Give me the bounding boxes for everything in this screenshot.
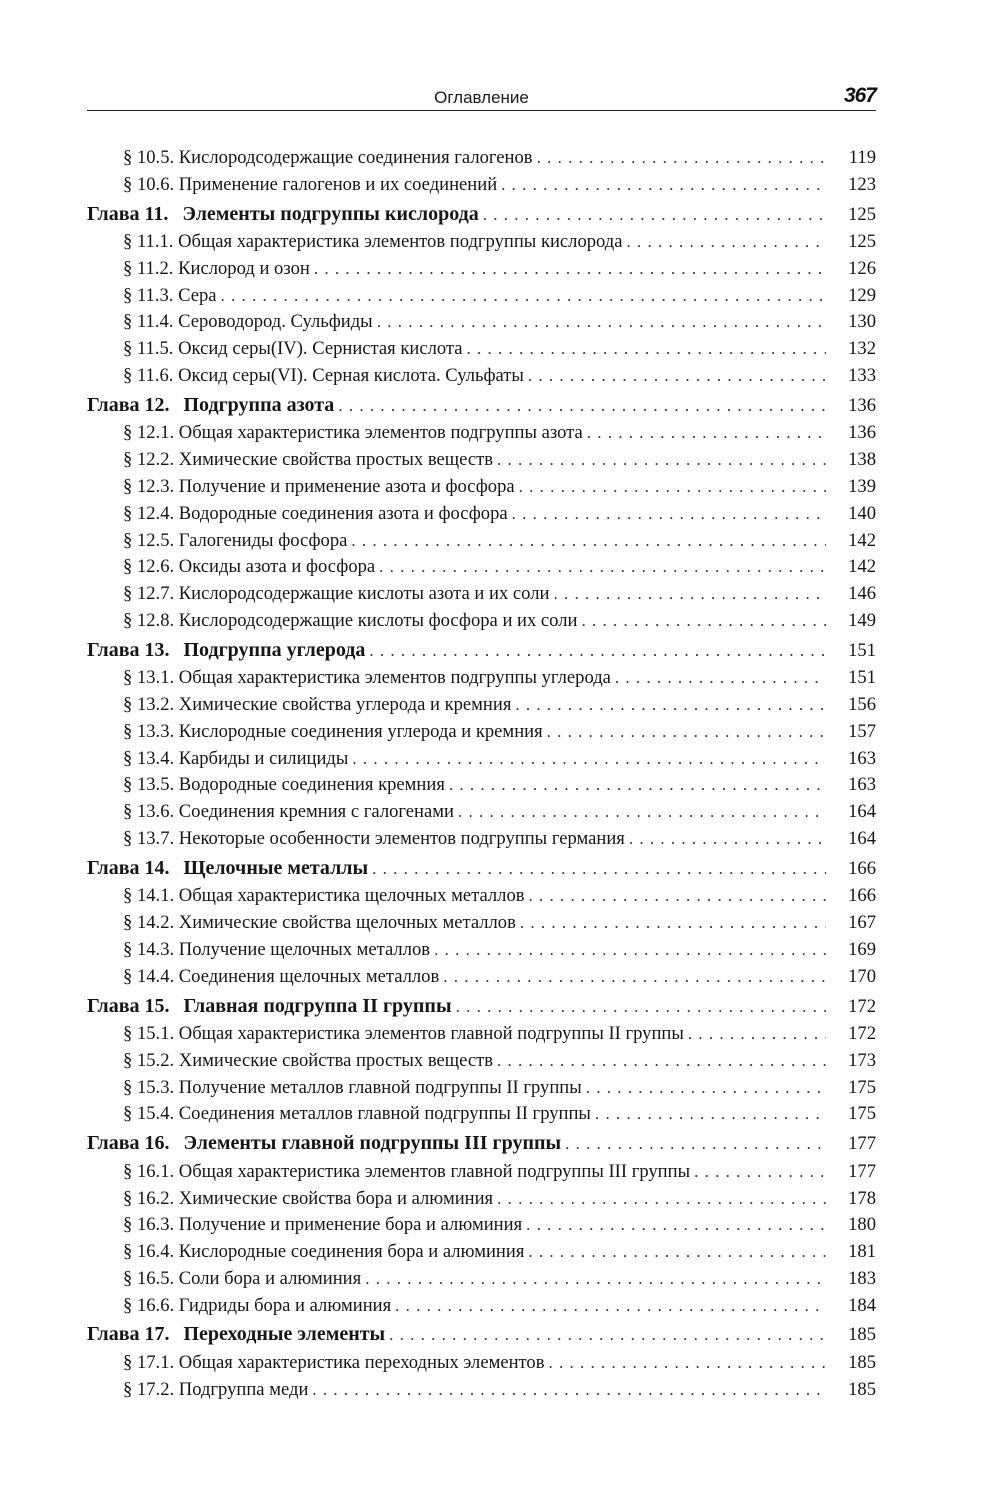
toc-page-number: 172	[848, 995, 876, 1017]
toc-page-number: 185	[848, 1378, 876, 1400]
dot-leader	[515, 692, 826, 719]
section-title: § 17.2. Подгруппа меди	[123, 1378, 309, 1400]
toc-page-number: 125	[848, 203, 876, 225]
dot-leader	[443, 964, 826, 991]
toc-page-number: 130	[848, 311, 876, 333]
section-title: § 13.7. Некоторые особенности элементов подгруппы германия	[123, 828, 625, 850]
chapter-title: Элементы подгруппы кислорода	[182, 202, 479, 225]
toc-page-number: 175	[848, 1076, 876, 1098]
running-header-title: Оглавление	[434, 88, 529, 107]
toc-page-number: 177	[848, 1160, 876, 1182]
chapter-label: Глава 17	[87, 1323, 165, 1346]
toc-section-entry	[87, 581, 876, 608]
section-title: § 12.2. Химические свойства простых веществ	[123, 449, 493, 471]
section-title: § 12.4. Водородные соединения азота и фосфора	[123, 502, 508, 524]
toc-section-entry	[87, 964, 876, 991]
dot-leader	[497, 1186, 826, 1213]
dot-leader	[627, 229, 826, 256]
dot-leader	[497, 1048, 826, 1075]
dot-leader	[312, 1377, 826, 1404]
toc-section-entry	[87, 1293, 876, 1320]
toc-chapter-entry	[87, 390, 876, 421]
running-header	[87, 82, 876, 111]
dot-leader	[549, 1350, 827, 1377]
toc-page-number: 142	[848, 529, 876, 551]
dot-leader	[458, 799, 826, 826]
toc-section-entry	[87, 665, 876, 692]
dot-leader	[221, 283, 826, 310]
toc-page-number: 173	[848, 1049, 876, 1071]
section-title: § 12.5. Галогениды фосфора	[123, 529, 348, 551]
section-title: § 12.8. Кислородсодержащие кислоты фосфора и их соли	[123, 609, 578, 631]
chapter-label-dot: .	[164, 638, 170, 661]
dot-leader	[314, 256, 826, 283]
toc-page-number: 177	[848, 1133, 876, 1155]
dot-leader	[389, 1320, 826, 1351]
toc-page-number: 169	[848, 938, 876, 960]
dot-leader	[467, 336, 826, 363]
section-title: § 11.3. Сера	[123, 284, 217, 306]
dot-leader	[512, 501, 826, 528]
toc-section-entry	[87, 229, 876, 256]
toc-page-number: 126	[848, 257, 876, 279]
dot-leader	[694, 1159, 826, 1186]
toc-section-entry	[87, 1239, 876, 1266]
toc-chapter-entry	[87, 853, 876, 884]
toc-section-entry	[87, 1159, 876, 1186]
toc-page-number: 146	[848, 583, 876, 605]
section-title: § 15.3. Получение металлов главной подгруппы II группы	[123, 1076, 582, 1098]
toc-page-number: 157	[848, 720, 876, 742]
section-title: § 12.1. Общая характеристика элементов подгруппы азота	[123, 422, 583, 444]
toc-section-entry	[87, 420, 876, 447]
toc-page-number: 170	[848, 965, 876, 987]
toc-section-entry	[87, 1021, 876, 1048]
toc-section-entry	[87, 474, 876, 501]
toc-section-entry	[87, 309, 876, 336]
section-title: § 17.1. Общая характеристика переходных элементов	[123, 1351, 545, 1373]
chapter-label: Глава 12	[87, 393, 165, 416]
dot-leader	[483, 200, 826, 231]
dot-leader	[615, 665, 826, 692]
chapter-label: Глава 14	[87, 856, 165, 879]
toc-section-entry	[87, 1350, 876, 1377]
toc-page-number: 138	[848, 449, 876, 471]
dot-leader	[519, 474, 826, 501]
section-title: § 13.2. Химические свойства углерода и кремния	[123, 694, 512, 716]
section-title: § 12.7. Кислородсодержащие кислоты азота и их соли	[123, 583, 550, 605]
section-title: § 16.2. Химические свойства бора и алюминия	[123, 1187, 494, 1209]
toc-page-number: 123	[848, 173, 876, 195]
dot-leader	[434, 937, 826, 964]
dot-leader	[377, 309, 826, 336]
toc-page-number: 132	[848, 338, 876, 360]
toc-section-entry	[87, 528, 876, 555]
dot-leader	[369, 636, 826, 667]
toc-page-number: 178	[848, 1187, 876, 1209]
dot-leader	[586, 1075, 826, 1102]
chapter-label-dot: .	[164, 856, 170, 879]
toc-page-number: 156	[848, 694, 876, 716]
section-title: § 16.1. Общая характеристика элементов главной подгруппы III группы	[123, 1160, 691, 1182]
toc-section-entry	[87, 145, 876, 172]
section-title: § 15.4. Соединения металлов главной подгруппы II группы	[123, 1103, 591, 1125]
toc-page-number: 184	[848, 1294, 876, 1316]
toc-section-entry	[87, 883, 876, 910]
chapter-label: Глава 13	[87, 638, 165, 661]
chapter-label-dot: .	[164, 393, 170, 416]
toc-chapter-entry	[87, 635, 876, 666]
section-title: § 16.4. Кислородные соединения бора и алюминия	[123, 1241, 525, 1263]
dot-leader	[581, 608, 826, 635]
toc-section-entry	[87, 1075, 876, 1102]
toc-section-entry	[87, 336, 876, 363]
toc-chapter-entry	[87, 991, 876, 1022]
section-title: § 15.1. Общая характеристика элементов главной подгруппы II группы	[123, 1023, 684, 1045]
toc-page-number: 125	[848, 231, 876, 253]
chapter-label-dot: .	[164, 1132, 170, 1155]
toc-page-number: 163	[848, 774, 876, 796]
dot-leader	[395, 1293, 826, 1320]
toc-page-number: 133	[848, 365, 876, 387]
dot-leader	[629, 826, 826, 853]
toc-page-number: 142	[848, 556, 876, 578]
section-title: § 13.5. Водородные соединения кремния	[123, 774, 445, 796]
dot-leader	[456, 992, 826, 1023]
toc-section-entry	[87, 447, 876, 474]
toc-page-number: 172	[848, 1023, 876, 1045]
dot-leader	[352, 746, 826, 773]
toc-section-entry	[87, 937, 876, 964]
toc-page-number: 185	[848, 1351, 876, 1373]
dot-leader	[565, 1129, 826, 1160]
section-title: § 11.6. Оксид серы(VI). Серная кислота. Сульфаты	[123, 365, 524, 387]
chapter-label: Глава 11	[87, 202, 164, 225]
toc-section-entry	[87, 826, 876, 853]
toc-section-entry	[87, 910, 876, 937]
dot-leader	[497, 447, 826, 474]
toc-page-number: 167	[848, 912, 876, 934]
dot-leader	[553, 581, 826, 608]
toc-page-number: 175	[848, 1103, 876, 1125]
table-of-contents	[87, 145, 876, 1404]
section-title: § 11.2. Кислород и озон	[123, 257, 310, 279]
section-title: § 14.1. Общая характеристика щелочных металлов	[123, 885, 525, 907]
toc-page-number: 185	[848, 1324, 876, 1346]
page-number: 367	[843, 84, 876, 107]
toc-section-entry	[87, 554, 876, 581]
toc-section-entry	[87, 1101, 876, 1128]
toc-section-entry	[87, 1048, 876, 1075]
dot-leader	[520, 910, 826, 937]
toc-section-entry	[87, 1266, 876, 1293]
toc-chapter-entry	[87, 1319, 876, 1350]
section-title: § 15.2. Химические свойства простых веществ	[123, 1049, 493, 1071]
toc-page-number: 129	[848, 284, 876, 306]
toc-section-entry	[87, 1377, 876, 1404]
dot-leader	[595, 1101, 826, 1128]
section-title: § 10.5. Кислородсодержащие соединения галогенов	[123, 147, 533, 168]
dot-leader	[379, 554, 826, 581]
section-title: § 10.6. Применение галогенов и их соединений	[123, 173, 498, 195]
toc-chapter-entry	[87, 1128, 876, 1159]
chapter-title: Подгруппа азота	[183, 393, 335, 416]
toc-section-entry	[87, 608, 876, 635]
section-title: § 14.3. Получение щелочных металлов	[123, 938, 431, 960]
chapter-title: Подгруппа углерода	[183, 638, 366, 661]
chapter-title: Переходные элементы	[183, 1323, 386, 1346]
section-title: § 16.5. Соли бора и алюминия	[123, 1267, 362, 1289]
toc-page-number: 166	[848, 857, 876, 879]
dot-leader	[528, 1239, 826, 1266]
toc-page-number: 139	[848, 475, 876, 497]
toc-section-entry	[87, 746, 876, 773]
dot-leader	[365, 1266, 826, 1293]
dot-leader	[529, 883, 826, 910]
dot-leader	[526, 1212, 826, 1239]
chapter-title: Элементы главной подгруппы III группы	[183, 1132, 562, 1155]
toc-page-number: 164	[848, 828, 876, 850]
dot-leader	[528, 363, 826, 390]
toc-page-number: 140	[848, 502, 876, 524]
chapter-label-dot: .	[163, 202, 169, 225]
dot-leader	[688, 1021, 826, 1048]
section-title: § 12.6. Оксиды азота и фосфора	[123, 556, 376, 578]
toc-page-number: 149	[848, 609, 876, 631]
section-title: § 14.4. Соединения щелочных металлов	[123, 965, 440, 987]
dot-leader	[547, 719, 826, 746]
toc-section-entry	[87, 1186, 876, 1213]
toc-section-entry	[87, 772, 876, 799]
section-title: § 16.6. Гидриды бора и алюминия	[123, 1294, 392, 1316]
toc-section-entry	[87, 172, 876, 199]
chapter-title: Главная подгруппа II группы	[183, 994, 452, 1017]
section-title: § 11.4. Сероводород. Сульфиды	[123, 311, 373, 333]
toc-page-number: 136	[848, 422, 876, 444]
toc-section-entry	[87, 799, 876, 826]
chapter-label-dot: .	[164, 994, 170, 1017]
toc-section-entry	[87, 363, 876, 390]
section-title: § 13.4. Карбиды и силициды	[123, 747, 349, 769]
dot-leader	[587, 420, 826, 447]
chapter-label: Глава 16	[87, 1132, 165, 1155]
chapter-title: Щелочные металлы	[183, 856, 369, 879]
chapter-label: Глава 15	[87, 994, 165, 1017]
toc-page-number: 181	[848, 1241, 876, 1263]
toc-page-number: 166	[848, 885, 876, 907]
dot-leader	[372, 854, 826, 885]
section-title: § 11.1. Общая характеристика элементов подгруппы кислорода	[123, 231, 623, 253]
dot-leader	[449, 772, 826, 799]
toc-section-entry	[87, 256, 876, 283]
dot-leader	[351, 528, 826, 555]
toc-section-entry	[87, 719, 876, 746]
toc-page-number: 119	[848, 147, 876, 168]
section-title: § 14.2. Химические свойства щелочных металлов	[123, 912, 516, 934]
dot-leader	[501, 172, 826, 199]
toc-page-number: 136	[848, 394, 876, 416]
toc-page-number: 151	[848, 639, 876, 661]
toc-chapter-entry	[87, 199, 876, 230]
dot-leader	[338, 391, 826, 422]
toc-page-number: 164	[848, 801, 876, 823]
toc-section-entry	[87, 283, 876, 310]
section-title: § 13.1. Общая характеристика элементов подгруппы углерода	[123, 667, 611, 689]
chapter-label-dot: .	[164, 1323, 170, 1346]
toc-page-number: 151	[848, 667, 876, 689]
section-title: § 13.3. Кислородные соединения углерода и кремния	[123, 720, 543, 742]
section-title: § 11.5. Оксид серы(IV). Сернистая кислота	[123, 338, 463, 360]
toc-page-number: 183	[848, 1267, 876, 1289]
dot-leader	[537, 145, 826, 172]
section-title: § 12.3. Получение и применение азота и фосфора	[123, 475, 515, 497]
toc-section-entry	[87, 501, 876, 528]
toc-section-entry	[87, 692, 876, 719]
toc-page-number: 163	[848, 747, 876, 769]
section-title: § 16.3. Получение и применение бора и алюминия	[123, 1214, 523, 1236]
toc-page-number: 180	[848, 1214, 876, 1236]
section-title: § 13.6. Соединения кремния с галогенами	[123, 801, 454, 823]
toc-section-entry	[87, 1212, 876, 1239]
